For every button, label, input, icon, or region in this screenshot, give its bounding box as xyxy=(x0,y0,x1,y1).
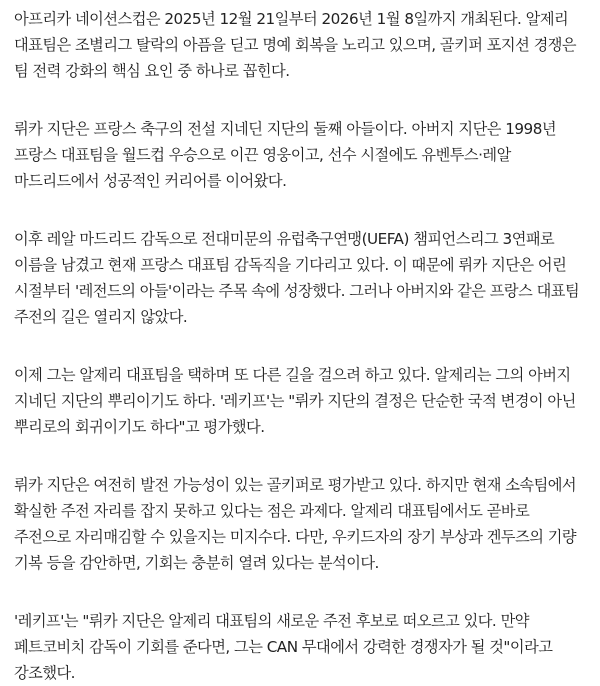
article-body xyxy=(14,6,590,686)
paragraph-5: 뤼카 지단은 여전히 발전 가능성이 있는 골키퍼로 평가받고 있다. 하지만 현재 소속팀에서 확실한 주전 자리를 잡지 못하고 있다는 점은 과제다. 알제리 대표팀에서도 곧바로 주전으로 자리매김할 수 있을지는 미지수다. 다만, 우키드자의 장기 부상과 겐두즈의 기량 기복 등을 감안하면, 기회는 충분히 열려 있다는 분석이다. xyxy=(14,476,577,572)
paragraph-2: 뤼카 지단은 프랑스 축구의 전설 지네딘 지단의 둘째 아들이다. 아버지 지단은 1998년 프랑스 대표팀을 월드컵 우승으로 이끈 영웅이고, 선수 시절에도 유벤투스·레알 마드리드에서 성공적인 커리어를 이어왔다. xyxy=(14,120,557,190)
paragraph-1: 아프리카 네이션스컵은 2025년 12월 21일부터 2026년 1월 8일까지 개최된다. 알제리 대표팀은 조별리그 탈락의 아픔을 딛고 명예 회복을 노리고 있으며, 골키퍼 포지션 경쟁은 팀 전력 강화의 핵심 요인 중 하나로 꼽힌다. xyxy=(14,10,577,80)
paragraph-6: '레키프'는 "뤼카 지단은 알제리 대표팀의 새로운 주전 후보로 떠오르고 있다. 만약 페트코비치 감독이 기회를 준다면, 그는 CAN 무대에서 강력한 경쟁자가 될 것"이라고 강조했다. xyxy=(14,612,553,682)
paragraph-4: 이제 그는 알제리 대표팀을 택하며 또 다른 길을 걸으려 하고 있다. 알제리는 그의 아버지 지네딘 지단의 뿌리이기도 하다. '레키프'는 "뤼카 지단의 결정은 단순한 국적 변경이 아닌 뿌리로의 회귀이기도 하다"고 평가했다. xyxy=(14,366,576,436)
paragraph-3: 이후 레알 마드리드 감독으로 전대미문의 유럽축구연맹(UEFA) 챔피언스리그 3연패로 이름을 남겼고 현재 프랑스 대표팀 감독직을 기다리고 있다. 이 때문에 뤼카 지단은 어린 시절부터 '레전드의 아들'이라는 주목 속에 성장했다. 그러나 아버지와 같은 프랑스 대표팀 주전의 길은 열리지 않았다. xyxy=(14,230,580,326)
